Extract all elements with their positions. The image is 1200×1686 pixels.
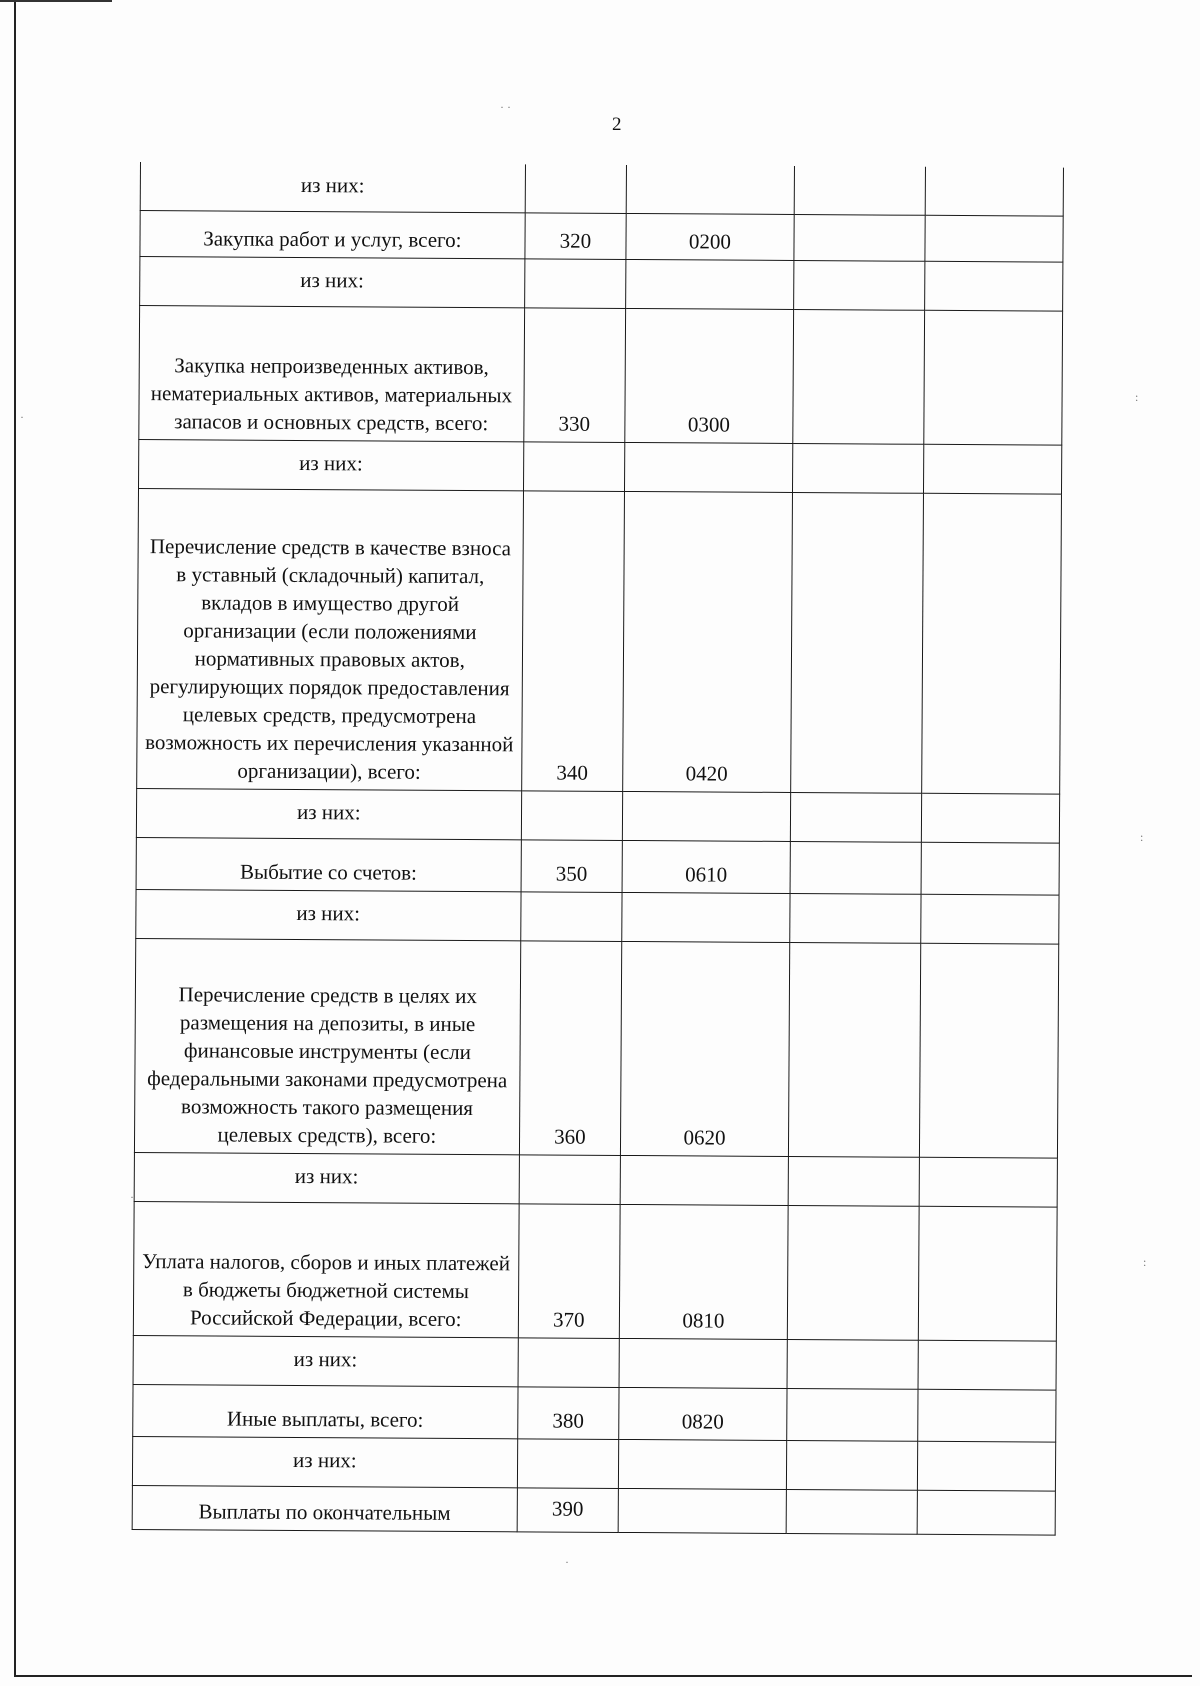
row-code <box>523 442 625 492</box>
row-label: Выплаты по окончательным <box>132 1485 517 1531</box>
row-code <box>517 1439 619 1489</box>
row-value-cell <box>787 1388 919 1441</box>
row-value-cell <box>918 1441 1056 1491</box>
table-row <box>133 1384 1056 1442</box>
table-row <box>140 211 1063 263</box>
row-value-cell <box>787 1205 919 1340</box>
row-label: из них: <box>133 1335 518 1386</box>
row-code <box>524 259 626 309</box>
scan-top-edge <box>0 0 112 2</box>
row-label: из них: <box>140 257 525 308</box>
row-kosgu <box>622 791 790 841</box>
scan-speck: · · <box>500 100 511 114</box>
row-value-cell <box>788 1156 920 1206</box>
row-code <box>519 1155 621 1205</box>
row-value-cell <box>922 493 1061 794</box>
row-kosgu <box>618 1488 786 1533</box>
table-row <box>133 1335 1056 1390</box>
row-code: 370 <box>518 1204 620 1339</box>
row-label: из них: <box>140 162 525 213</box>
row-value-cell <box>788 942 921 1157</box>
row-value-cell <box>924 444 1062 494</box>
row-value-cell <box>790 893 922 943</box>
table-row <box>132 1485 1055 1535</box>
table-row <box>136 788 1059 843</box>
row-kosgu <box>619 1338 787 1388</box>
row-code: 340 <box>521 491 624 792</box>
row-value-cell <box>787 1339 919 1389</box>
row-label: Перечисление средств в целях их размещения на депозиты, в иные финансовые инструменты (если федеральными законами предусмотрена возможность такого размещения целевых средств), всего: <box>134 938 520 1154</box>
row-code: 350 <box>521 840 623 893</box>
row-value-cell <box>925 261 1063 311</box>
table-row <box>136 837 1059 895</box>
row-label: из них: <box>132 1436 517 1487</box>
table-row <box>134 1152 1057 1207</box>
row-kosgu: 0610 <box>622 840 790 893</box>
row-value-cell <box>924 310 1062 445</box>
row-kosgu <box>618 1439 786 1489</box>
row-label: Иные выплаты, всего: <box>133 1384 518 1438</box>
row-label: Выбытие со счетов: <box>136 837 521 891</box>
payments-table <box>132 162 1064 1536</box>
row-kosgu: 0820 <box>619 1387 787 1440</box>
row-kosgu <box>620 1155 788 1205</box>
row-code: 360 <box>519 941 622 1156</box>
row-value-cell <box>790 492 923 793</box>
scan-speck: · <box>130 1190 134 1204</box>
row-value-cell <box>794 166 926 215</box>
row-label: Закупка работ и услуг, всего: <box>140 211 525 259</box>
row-value-cell <box>794 214 926 261</box>
row-code: 320 <box>525 213 627 260</box>
row-value-cell <box>786 1489 918 1534</box>
scan-speck: : <box>1143 1255 1147 1269</box>
row-label: Перечисление средств в качестве взноса в уставный (складочный) капитал, вкладов в имущество другой организации (если положениями нормативных правовых актов, регулирующих порядок предоставления целевых средств, предусмотрена возможность их перечисления указанной организации), всего: <box>137 488 523 790</box>
row-label: из них: <box>136 889 521 940</box>
row-kosgu: 0200 <box>626 213 794 260</box>
row-kosgu: 0300 <box>625 308 794 443</box>
row-value-cell <box>786 1440 918 1490</box>
row-value-cell <box>793 309 925 444</box>
row-label: из них: <box>134 1152 519 1203</box>
table-row <box>134 938 1058 1158</box>
table-row <box>136 889 1059 944</box>
row-label: из них: <box>136 788 521 839</box>
row-label: из них: <box>139 439 524 490</box>
row-code <box>525 164 627 213</box>
row-code <box>518 1338 620 1388</box>
row-kosgu: 0420 <box>623 491 793 792</box>
row-label: Уплата налогов, сборов и иных платежей в бюджеты бюджетной системы Российской Федерации, всего: <box>133 1201 518 1337</box>
table-row <box>137 488 1062 794</box>
row-label: Закупка непроизведенных активов, нематериальных активов, материальных запасов и основных средств, всего: <box>139 306 524 442</box>
row-value-cell <box>920 1157 1058 1207</box>
row-code: 380 <box>517 1387 619 1440</box>
table-row <box>139 306 1063 446</box>
scan-speck: : <box>1135 390 1139 404</box>
table-row <box>139 439 1062 494</box>
row-value-cell <box>793 260 925 310</box>
row-kosgu: 0810 <box>619 1204 788 1339</box>
row-value-cell <box>921 894 1059 944</box>
row-code: 390 <box>517 1488 619 1533</box>
row-kosgu <box>626 165 794 215</box>
row-value-cell <box>918 1490 1056 1535</box>
row-value-cell <box>790 841 922 894</box>
row-value-cell <box>925 215 1063 262</box>
row-code: 330 <box>523 308 625 443</box>
scan-speck: : <box>1140 830 1144 844</box>
row-kosgu <box>626 259 794 309</box>
row-kosgu <box>622 892 790 942</box>
table-row <box>132 1436 1055 1491</box>
row-value-cell <box>921 842 1059 895</box>
scan-speck: · <box>565 1555 569 1569</box>
row-value-cell <box>792 443 924 493</box>
scan-speck: · <box>20 410 24 424</box>
row-code <box>520 892 622 942</box>
row-value-cell <box>790 792 922 842</box>
row-value-cell <box>918 1340 1056 1390</box>
table-row <box>140 257 1063 312</box>
row-kosgu <box>625 442 793 492</box>
row-value-cell <box>926 167 1064 216</box>
row-value-cell <box>922 793 1060 843</box>
row-value-cell <box>918 1389 1056 1442</box>
row-code <box>521 791 623 841</box>
row-value-cell <box>920 943 1059 1158</box>
table-row <box>133 1201 1057 1341</box>
row-kosgu: 0620 <box>621 941 790 1156</box>
row-value-cell <box>919 1206 1057 1341</box>
table-row <box>140 162 1063 216</box>
page-number: 2 <box>612 114 622 135</box>
